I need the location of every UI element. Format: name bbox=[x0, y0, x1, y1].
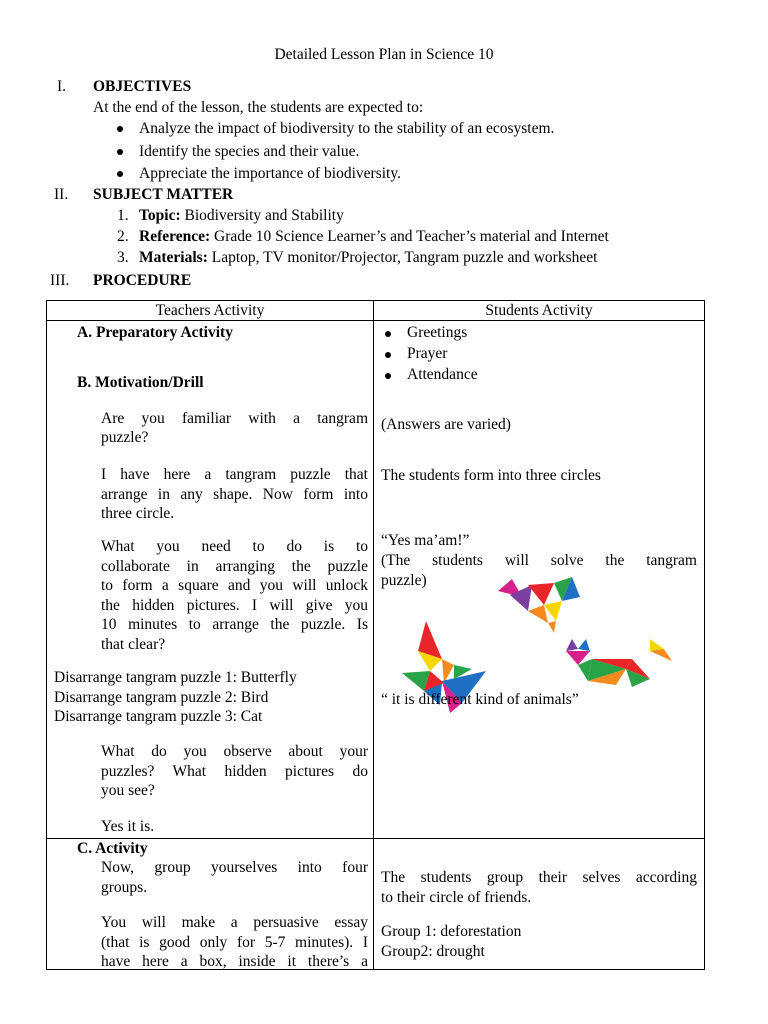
section-c-heading: C. Activity bbox=[77, 840, 148, 857]
subject-item-number: 2. bbox=[117, 228, 129, 245]
disarrange-line: Disarrange tangram puzzle 2: Bird bbox=[54, 689, 269, 706]
answers-varied-text: (Answers are varied) bbox=[381, 416, 511, 433]
text-line: puzzles? What hidden pictures do bbox=[101, 762, 368, 780]
teacher-column-header bbox=[47, 301, 374, 321]
paragraph-group-four bbox=[101, 858, 368, 897]
objective-item: Identify the species and their value. bbox=[139, 143, 360, 160]
student-column-header-text: Students Activity bbox=[485, 302, 593, 319]
bullet-dot bbox=[385, 373, 391, 379]
yes-maam-text: “Yes ma’am!” bbox=[381, 532, 470, 549]
subject-heading: SUBJECT MATTER bbox=[93, 186, 234, 203]
text-line: (that is good only for 5-7 minutes). I bbox=[101, 933, 368, 951]
text-line: the hidden pictures. I will give you bbox=[101, 596, 368, 614]
text-line: to form a square and you will unlock bbox=[101, 577, 368, 594]
text-line: puzzle) bbox=[381, 571, 427, 589]
text-line: three circle. bbox=[101, 505, 175, 522]
subject-item-text: Biodiversity and Stability bbox=[180, 207, 344, 224]
subject-numeral: II. bbox=[54, 186, 69, 203]
animals-answer-text: “ it is different kind of animals” bbox=[381, 691, 579, 708]
text-line: Now, group yourselves into four bbox=[101, 859, 368, 876]
student-cell-motivation bbox=[374, 321, 705, 839]
disarrange-line: Disarrange tangram puzzle 1: Butterfly bbox=[54, 669, 297, 686]
objectives-numeral: I. bbox=[57, 78, 67, 95]
section-a-heading: A. Preparatory Activity bbox=[77, 324, 233, 341]
text-line: What you need to do is to bbox=[101, 538, 368, 555]
group-1-text: Group 1: deforestation bbox=[381, 923, 522, 940]
tangram-cat-icon bbox=[566, 639, 672, 695]
page-title: Detailed Lesson Plan in Science 10 bbox=[274, 46, 494, 63]
text-line: puzzle? bbox=[101, 429, 149, 446]
group-2-text: Group2: drought bbox=[381, 943, 485, 960]
student-bullet-item: Greetings bbox=[407, 324, 468, 341]
text-line: arrange in any shape. Now form into bbox=[101, 485, 368, 503]
subject-item-number: 3. bbox=[117, 249, 129, 266]
text-line: The students group their selves according bbox=[381, 869, 697, 886]
text-line: Are you familiar with a tangram bbox=[101, 410, 368, 427]
objective-item: Appreciate the importance of biodiversity. bbox=[139, 165, 401, 182]
paragraph-persuasive-essay bbox=[101, 913, 368, 972]
yes-it-is-text: Yes it is. bbox=[101, 818, 155, 835]
bullet-dot bbox=[385, 352, 391, 358]
text-line: What do you observe about your bbox=[101, 743, 368, 760]
bullet-dot bbox=[385, 331, 391, 337]
student-column-header bbox=[374, 301, 705, 321]
text-line: that clear? bbox=[101, 635, 166, 653]
procedure-heading: PROCEDURE bbox=[93, 272, 192, 289]
subject-item bbox=[139, 248, 597, 267]
bullet-dot bbox=[117, 171, 123, 177]
paragraph-familiar bbox=[101, 409, 368, 447]
paragraph-observe bbox=[101, 742, 368, 801]
paragraph-instructions bbox=[101, 537, 368, 654]
procedure-table bbox=[46, 300, 705, 970]
section-b-heading: B. Motivation/Drill bbox=[77, 374, 204, 391]
subject-item bbox=[139, 206, 344, 225]
subject-item-text: Laptop, TV monitor/Projector, Tangram puzzle and worksheet bbox=[207, 249, 598, 266]
teacher-column-header-text: Teachers Activity bbox=[155, 302, 265, 319]
text-line: 10 minutes to arrange the puzzle. Is bbox=[101, 616, 368, 633]
subject-item-label: Materials: bbox=[139, 249, 208, 266]
paragraph-tangram-intro bbox=[101, 465, 368, 524]
text-line: I have here a tangram puzzle that bbox=[101, 466, 368, 483]
teacher-cell-motivation bbox=[47, 321, 374, 839]
text-line: to their circle of friends. bbox=[381, 888, 532, 906]
objective-item: Analyze the impact of biodiversity to the stability of an ecosystem. bbox=[139, 120, 555, 137]
disarrange-line: Disarrange tangram puzzle 3: Cat bbox=[54, 708, 263, 725]
student-bullet-item: Attendance bbox=[407, 366, 478, 383]
tangram-bird-icon bbox=[498, 577, 580, 647]
text-line: have here a box, inside it there’s a bbox=[101, 953, 368, 970]
subject-item-label: Reference: bbox=[139, 228, 211, 245]
subject-item-label: Topic: bbox=[139, 207, 181, 224]
text-line: groups. bbox=[101, 878, 148, 896]
procedure-numeral: III. bbox=[50, 272, 70, 289]
text-line: You will make a persuasive essay bbox=[101, 914, 368, 931]
objectives-heading: OBJECTIVES bbox=[93, 78, 192, 95]
objectives-intro: At the end of the lesson, the students are expected to: bbox=[93, 99, 424, 116]
text-line: you see? bbox=[101, 782, 155, 799]
subject-item bbox=[139, 227, 609, 246]
text-line: collaborate in arranging the puzzle bbox=[101, 557, 368, 575]
bullet-dot bbox=[117, 149, 123, 155]
group-selves-text bbox=[381, 868, 697, 907]
form-circles-text: The students form into three circles bbox=[381, 467, 601, 484]
subject-item-text: Grade 10 Science Learner’s and Teacher’s material and Internet bbox=[210, 228, 609, 245]
subject-item-number: 1. bbox=[117, 207, 129, 224]
text-line: (The students will solve the tangram bbox=[381, 552, 697, 569]
student-cell-activity bbox=[374, 839, 705, 970]
bullet-dot bbox=[117, 126, 123, 132]
student-bullet-item: Prayer bbox=[407, 345, 448, 362]
teacher-cell-activity bbox=[47, 839, 374, 970]
